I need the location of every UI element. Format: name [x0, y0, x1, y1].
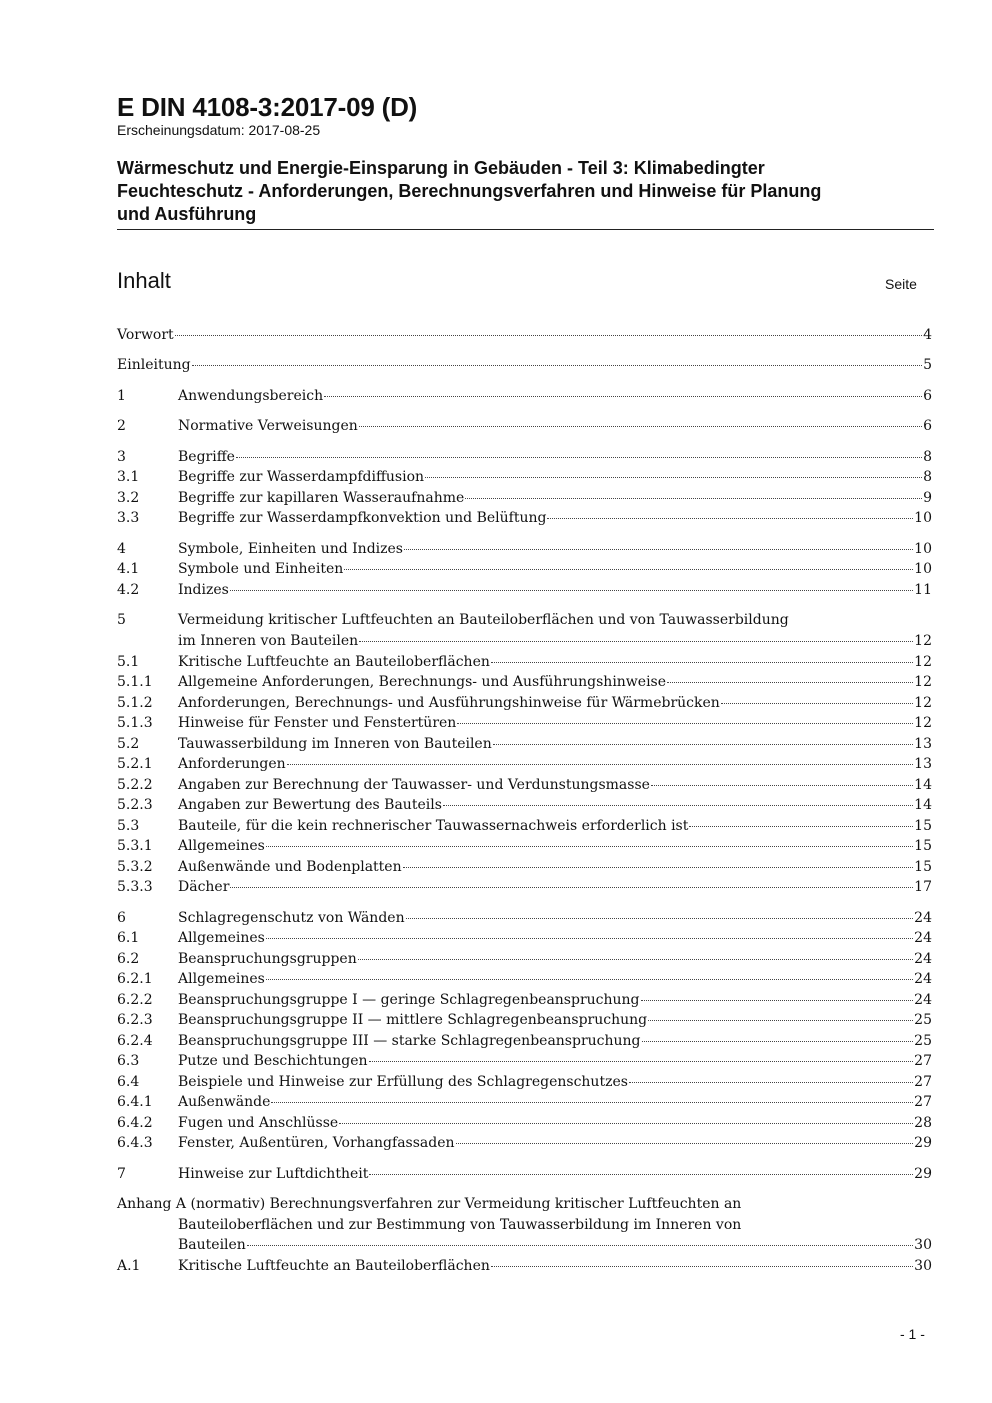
- toc-entry-number: 6.3: [117, 1053, 140, 1069]
- toc-entry-page: 24: [914, 951, 932, 967]
- toc-entry-number: 5.3.3: [117, 879, 153, 895]
- toc-entry-page: 11: [914, 582, 932, 598]
- toc-entry-number: 3: [117, 449, 126, 465]
- toc-entry-page: 10: [914, 561, 932, 577]
- toc-entry-continuation[interactable]: [117, 631, 932, 651]
- toc-entry-page: 27: [914, 1074, 932, 1090]
- toc-entry-title: Dächer: [178, 879, 230, 895]
- toc-entry-number: 3.3: [117, 510, 140, 526]
- dot-leader: [247, 1244, 913, 1246]
- toc-entry-page: 29: [914, 1166, 932, 1182]
- toc-entry-title: Begriffe: [178, 449, 235, 465]
- toc-entry-page: 12: [914, 654, 932, 670]
- toc-entry-title: Anwendungsbereich: [178, 388, 324, 404]
- toc-entry[interactable]: [117, 1256, 932, 1276]
- toc-entry-title: Beanspruchungsgruppe III — starke Schlagregenbeanspruchung: [178, 1033, 641, 1049]
- toc-entry-number: 4.2: [117, 582, 140, 598]
- toc-entry-number: 1: [117, 388, 126, 404]
- toc-entry-title: Hinweise zur Luftdichtheit: [178, 1166, 369, 1182]
- toc-entry-number: 6: [117, 910, 126, 926]
- toc-entry-number: 6.4: [117, 1074, 140, 1090]
- toc-entry-number: 5.3.2: [117, 859, 153, 875]
- dot-leader: [339, 1122, 913, 1124]
- toc-entry-title-continued: im Inneren von Bauteilen: [178, 633, 359, 649]
- toc-entry[interactable]: [117, 877, 932, 897]
- toc-entry-page: 29: [914, 1135, 932, 1151]
- dot-leader: [689, 825, 913, 827]
- toc-entry-title: Begriffe zur Wasserdampfdiffusion: [178, 469, 425, 485]
- dot-leader: [406, 917, 914, 919]
- toc-entry[interactable]: [117, 713, 932, 733]
- toc-entry[interactable]: [117, 1092, 932, 1112]
- toc-entry-number: 6.2.2: [117, 992, 153, 1008]
- toc-entry-title: Hinweise für Fenster und Fenstertüren: [178, 715, 457, 731]
- dot-leader: [359, 640, 913, 642]
- toc-entry-title: Allgemeine Anforderungen, Berechnungs- und Ausführungshinweise: [178, 674, 667, 690]
- dot-leader: [456, 1142, 914, 1144]
- toc-entry-page: 5: [923, 357, 932, 373]
- toc-entry-title: Kritische Luftfeuchte an Bauteiloberflächen: [178, 654, 490, 670]
- toc-entry-page: 24: [914, 971, 932, 987]
- toc-entry[interactable]: [117, 416, 932, 436]
- toc-entry-title: Angaben zur Berechnung der Tauwasser- und Verdunstungsmasse: [178, 777, 650, 793]
- toc-entry-page: 25: [914, 1012, 932, 1028]
- toc-entry-title: Kritische Luftfeuchte an Bauteiloberflächen: [178, 1258, 490, 1274]
- toc-entry-number: 6.4.2: [117, 1115, 153, 1131]
- toc-entry-page: 14: [914, 777, 932, 793]
- toc-entry-title-continued: Bauteilen: [178, 1237, 246, 1253]
- toc-entry-title: Beispiele und Hinweise zur Erfüllung des Schlagregenschutzes: [178, 1074, 628, 1090]
- dot-leader: [404, 548, 913, 550]
- toc-entry[interactable]: [117, 508, 932, 528]
- toc-entry[interactable]: [117, 1010, 932, 1030]
- toc-entry-title: Angaben zur Bewertung des Bauteils: [178, 797, 442, 813]
- toc-entry-page: 13: [914, 736, 932, 752]
- toc-entry[interactable]: [117, 652, 932, 672]
- toc-entry[interactable]: [117, 580, 932, 600]
- dot-leader: [629, 1081, 913, 1083]
- toc-entry-title: Putze und Beschichtungen: [178, 1053, 368, 1069]
- dot-leader: [425, 476, 922, 478]
- toc-entry-continuation[interactable]: [117, 1215, 932, 1235]
- toc-entry[interactable]: [117, 1133, 932, 1153]
- toc-entry-title: Bauteile, für die kein rechnerischer Tauwassernachweis erforderlich ist: [178, 818, 689, 834]
- toc-entry-number: 6.2.4: [117, 1033, 153, 1049]
- toc-entry-page: 15: [914, 818, 932, 834]
- toc-entry-number: 3.1: [117, 469, 140, 485]
- toc-entry-page: 10: [914, 541, 932, 557]
- toc-entry-continuation[interactable]: [117, 1235, 932, 1255]
- toc-entry[interactable]: [117, 969, 932, 989]
- toc-entry-page: 6: [923, 388, 932, 404]
- toc-entry-number: 6.2.3: [117, 1012, 153, 1028]
- dot-leader: [266, 937, 913, 939]
- toc-entry-page: 4: [923, 327, 932, 343]
- toc-entry-page: 12: [914, 674, 932, 690]
- toc-entry-title: Allgemeines: [178, 971, 265, 987]
- toc-entry[interactable]: [117, 539, 932, 559]
- toc-entry[interactable]: [117, 672, 932, 692]
- toc-entry-title: Begriffe zur kapillaren Wasseraufnahme: [178, 490, 465, 506]
- dot-leader: [491, 661, 913, 663]
- dot-leader: [324, 395, 922, 397]
- title-line: Feuchteschutz - Anforderungen, Berechnungsverfahren und Hinweise für Planung: [117, 181, 822, 201]
- toc-entry-number: 6.1: [117, 930, 140, 946]
- toc-entry-page: 10: [914, 510, 932, 526]
- toc-entry-page: 25: [914, 1033, 932, 1049]
- toc-entry[interactable]: [117, 1194, 932, 1214]
- toc-entry-title: Anforderungen, Berechnungs- und Ausführungshinweise für Wärmebrücken: [178, 695, 720, 711]
- toc-entry-title: Beanspruchungsgruppen: [178, 951, 357, 967]
- toc-entry-number: 5.1.1: [117, 674, 153, 690]
- toc-entry-title: Vermeidung kritischer Luftfeuchten an Bauteiloberflächen und von Tauwasserbildung: [178, 612, 789, 628]
- toc-entry-number: 4: [117, 541, 126, 557]
- toc-entry-page: 24: [914, 930, 932, 946]
- toc-entry-title: Vorwort: [117, 327, 174, 343]
- document-title: [117, 157, 947, 226]
- toc-entry-page: 15: [914, 838, 932, 854]
- toc-entry[interactable]: [117, 693, 932, 713]
- toc-entry[interactable]: [117, 386, 932, 406]
- toc-entry[interactable]: [117, 857, 932, 877]
- toc-entry-page: 14: [914, 797, 932, 813]
- page-number: - 1 -: [900, 1326, 925, 1342]
- toc-entry-title: Begriffe zur Wasserdampfkonvektion und Belüftung: [178, 510, 547, 526]
- toc-entry-number: 5.2.2: [117, 777, 153, 793]
- toc-entry-title: Beanspruchungsgruppe II — mittlere Schlagregenbeanspruchung: [178, 1012, 648, 1028]
- toc-entry-title: Symbole, Einheiten und Indizes: [178, 541, 403, 557]
- toc-entry[interactable]: [117, 1051, 932, 1071]
- toc-entry-number: 2: [117, 418, 126, 434]
- toc-entry[interactable]: [117, 467, 932, 487]
- dot-leader: [667, 681, 913, 683]
- dot-leader: [236, 456, 922, 458]
- toc-entry[interactable]: [117, 1031, 932, 1051]
- toc-entry[interactable]: [117, 775, 932, 795]
- toc-entry-page: 27: [914, 1053, 932, 1069]
- toc-entry-number: 5.1: [117, 654, 140, 670]
- toc-entry-number: 5.2: [117, 736, 140, 752]
- toc-entry-title: Anhang A (normativ) Berechnungsverfahren zur Vermeidung kritischer Luftfeuchten an: [117, 1196, 742, 1212]
- toc-entry-title: Fenster, Außentüren, Vorhangfassaden: [178, 1135, 455, 1151]
- toc-entry[interactable]: [117, 754, 932, 774]
- document-id: E DIN 4108-3:2017-09 (D): [117, 92, 418, 122]
- toc-entry-title: Allgemeines: [178, 838, 265, 854]
- dot-leader: [230, 886, 913, 888]
- toc-entry-title-continued: Bauteiloberflächen und zur Bestimmung von Tauwasserbildung im Inneren von: [178, 1217, 742, 1233]
- toc-entry-number: 5.2.3: [117, 797, 153, 813]
- toc-entry-page: 12: [914, 695, 932, 711]
- dot-leader: [175, 334, 922, 336]
- toc-entry[interactable]: [117, 836, 932, 856]
- toc-entry-title: Indizes: [178, 582, 229, 598]
- toc-entry-title: Außenwände: [178, 1094, 271, 1110]
- toc-entry-page: 28: [914, 1115, 932, 1131]
- toc-entry-number: 5: [117, 612, 126, 628]
- toc-entry-title: Beanspruchungsgruppe I — geringe Schlagregenbeanspruchung: [178, 992, 640, 1008]
- dot-leader: [491, 1265, 913, 1267]
- toc-entry-title: Außenwände und Bodenplatten: [178, 859, 402, 875]
- dot-leader: [230, 589, 913, 591]
- toc-entry-title: Einleitung: [117, 357, 191, 373]
- toc-entry-page: 6: [923, 418, 932, 434]
- dot-leader: [547, 517, 913, 519]
- dot-leader: [344, 568, 913, 570]
- dot-leader: [403, 866, 914, 868]
- dot-leader: [192, 364, 923, 366]
- publication-date: Erscheinungsdatum: 2017-08-25: [117, 122, 321, 138]
- toc-entry-number: 5.2.1: [117, 756, 153, 772]
- toc-entry-number: 6.4.3: [117, 1135, 153, 1151]
- toc-entry[interactable]: [117, 1113, 932, 1133]
- dot-leader: [271, 1101, 913, 1103]
- toc-entry[interactable]: [117, 990, 932, 1010]
- dot-leader: [457, 722, 913, 724]
- toc-entry[interactable]: [117, 488, 932, 508]
- toc-entry[interactable]: [117, 559, 932, 579]
- dot-leader: [641, 999, 914, 1001]
- toc-entry-title: Tauwasserbildung im Inneren von Bauteilen: [178, 736, 492, 752]
- dot-leader: [465, 497, 922, 499]
- toc-entry[interactable]: [117, 1072, 932, 1092]
- toc-entry[interactable]: [117, 949, 932, 969]
- toc-entry[interactable]: [117, 928, 932, 948]
- toc-entry-page: 13: [914, 756, 932, 772]
- toc-entry-number: 5.3.1: [117, 838, 153, 854]
- toc-entry-page: 15: [914, 859, 932, 875]
- toc-entry-page: 30: [914, 1258, 932, 1274]
- toc-entry-page: 24: [914, 992, 932, 1008]
- title-line: und Ausführung: [117, 204, 257, 224]
- toc-entry-page: 17: [914, 879, 932, 895]
- toc-entry-number: 5.1.2: [117, 695, 153, 711]
- toc-entry-title: Fugen und Anschlüsse: [178, 1115, 339, 1131]
- dot-leader: [359, 425, 922, 427]
- toc-entry-page: 12: [914, 715, 932, 731]
- toc-entry-title: Allgemeines: [178, 930, 265, 946]
- dot-leader: [642, 1040, 914, 1042]
- toc-entry[interactable]: [117, 1164, 932, 1184]
- toc-entry-number: 5.3: [117, 818, 140, 834]
- toc-entry-number: 5.1.3: [117, 715, 153, 731]
- toc-entry-page: 24: [914, 910, 932, 926]
- toc-entry-number: 3.2: [117, 490, 140, 506]
- toc-entry-page: 8: [923, 469, 932, 485]
- toc-entry[interactable]: [117, 816, 932, 836]
- toc-entry[interactable]: [117, 355, 932, 375]
- dot-leader: [369, 1060, 914, 1062]
- page-column-label: Seite: [885, 276, 917, 292]
- toc-entry[interactable]: [117, 610, 932, 630]
- toc-heading: Inhalt: [117, 268, 171, 293]
- dot-leader: [358, 958, 913, 960]
- dot-leader: [266, 978, 913, 980]
- toc-entry-number: 7: [117, 1166, 126, 1182]
- dot-leader: [287, 763, 914, 765]
- toc-entry-page: 9: [923, 490, 932, 506]
- dot-leader: [443, 804, 913, 806]
- dot-leader: [721, 702, 913, 704]
- dot-leader: [651, 784, 913, 786]
- toc-entry-number: 6.4.1: [117, 1094, 153, 1110]
- toc-entry[interactable]: [117, 734, 932, 754]
- toc-entry-page: 30: [914, 1237, 932, 1253]
- toc-entry[interactable]: [117, 447, 932, 467]
- dot-leader: [648, 1019, 913, 1021]
- toc-entry-title: Anforderungen: [178, 756, 286, 772]
- toc-entry-number: 6.2.1: [117, 971, 153, 987]
- toc-entry-page: 27: [914, 1094, 932, 1110]
- toc-entry-page: 12: [914, 633, 932, 649]
- toc-entry-title: Symbole und Einheiten: [178, 561, 344, 577]
- toc-entry-title: Schlagregenschutz von Wänden: [178, 910, 405, 926]
- dot-leader: [369, 1173, 913, 1175]
- toc-entry-number: A.1: [117, 1258, 141, 1274]
- dot-leader: [266, 845, 913, 847]
- dot-leader: [493, 743, 913, 745]
- toc-entry-page: 8: [923, 449, 932, 465]
- toc-entry-title: Normative Verweisungen: [178, 418, 358, 434]
- toc-entry-number: 6.2: [117, 951, 140, 967]
- toc-entry[interactable]: [117, 795, 932, 815]
- title-divider: [117, 229, 934, 230]
- toc-entry[interactable]: [117, 325, 932, 345]
- toc-entry-number: 4.1: [117, 561, 140, 577]
- toc-entry[interactable]: [117, 908, 932, 928]
- title-line: Wärmeschutz und Energie-Einsparung in Gebäuden - Teil 3: Klimabedingter: [117, 158, 765, 178]
